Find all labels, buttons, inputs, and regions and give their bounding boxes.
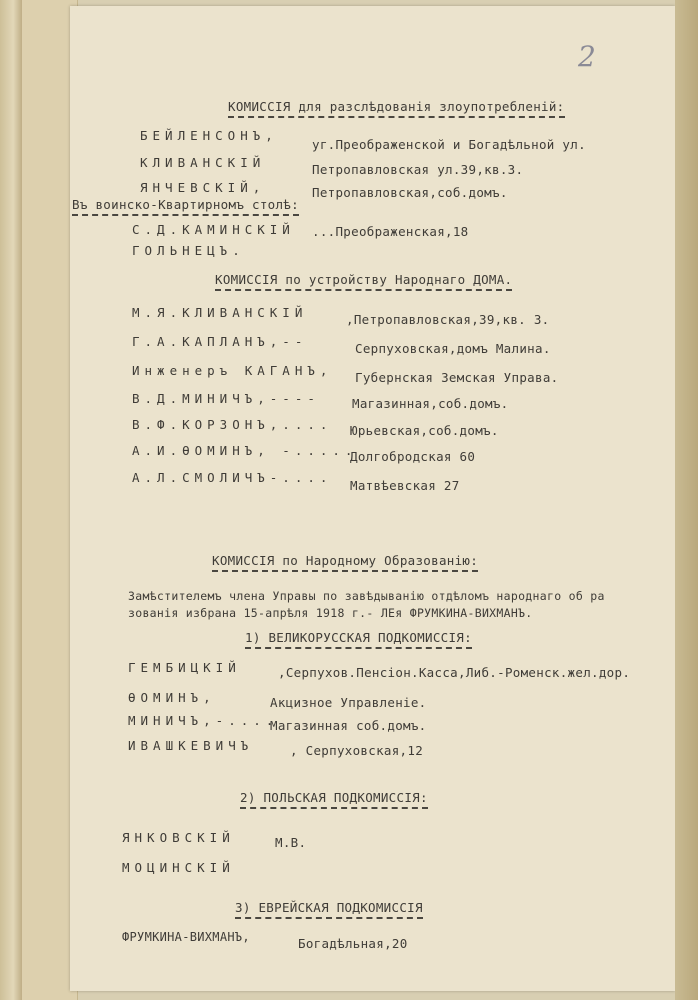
member-address: Магазинная соб.домъ. bbox=[270, 718, 427, 733]
member-address: Петропавловская ул.39,кв.3. bbox=[312, 162, 524, 177]
subsection-title-great-russian: 1) ВЕЛИКОРУССКАЯ ПОДКОМИССIЯ: bbox=[245, 630, 472, 649]
member-name: М.Я.КЛИВАНСКIЙ bbox=[132, 305, 308, 320]
member-address: Матвѣевская 27 bbox=[350, 478, 460, 493]
member-address: уг.Преображенской и Богадѣльной ул. bbox=[312, 137, 586, 152]
member-name: МИНИЧЪ,-.... bbox=[128, 713, 279, 728]
member-name: ЯНЧЕВСКIЙ, bbox=[140, 180, 266, 195]
member-name: ЯНКОВСКIЙ bbox=[122, 830, 235, 845]
member-name: КЛИВАНСКIЙ bbox=[140, 155, 266, 170]
member-name: В.Ф.КОРЗОНЪ,.... bbox=[132, 417, 333, 432]
member-name: ГЕМБИЦКIЙ bbox=[128, 660, 241, 675]
section-title-education: КОМИССIЯ по Народному Образованію: bbox=[212, 553, 478, 572]
member-address: Юрьевская,соб.домъ. bbox=[350, 423, 499, 438]
member-name: С.Д.КАМИНСКIЙ bbox=[132, 222, 295, 237]
member-name: Г.А.КАПЛАНЪ,-- bbox=[132, 334, 308, 349]
member-address: Долгобродская 60 bbox=[350, 449, 476, 464]
section-title-peoples-house: КОМИССIЯ по устройству Народнаго ДОМА. bbox=[215, 272, 512, 291]
member-address: Магазинная,соб.домъ. bbox=[352, 396, 509, 411]
subsection-title-quarters: Въ воинско-Квартирномъ столѣ: bbox=[72, 197, 299, 216]
member-name: ИВАШКЕВИЧЪ bbox=[128, 738, 254, 753]
member-address: Богадѣльная,20 bbox=[298, 936, 408, 951]
member-name: Инженеръ КАГАНЪ, bbox=[132, 363, 333, 378]
note-line-2: зованія избрана 15-апрѣля 1918 г.- ЛЕя ФРУМКИНА-ВИХМАНЪ. bbox=[128, 606, 533, 620]
member-address: Губернская Земская Управа. bbox=[355, 370, 559, 385]
member-name: А.Л.СМОЛИЧЪ-.... bbox=[132, 470, 333, 485]
member-name: В.Д.МИНИЧЪ,---- bbox=[132, 391, 320, 406]
subsection-title-polish: 2) ПОЛЬСКАЯ ПОДКОМИССIЯ: bbox=[240, 790, 428, 809]
member-name: ѲОМИНЪ, bbox=[128, 690, 216, 705]
member-address: ,Серпухов.Пенсiон.Касса,Либ.-Роменск.жел.дор. bbox=[278, 665, 631, 680]
member-name: МОЦИНСКIЙ bbox=[122, 860, 235, 875]
member-address: , Серпуховская,12 bbox=[290, 743, 424, 758]
member-name: ФРУМКИНА-ВИХМАНЪ, bbox=[122, 930, 250, 944]
page-edge bbox=[675, 0, 698, 1000]
member-name: ГОЛЬНЕЦЪ. bbox=[132, 243, 245, 258]
member-address: ,Петропавловская,39,кв. 3. bbox=[346, 312, 550, 327]
member-name: БЕЙЛЕНСОНЪ, bbox=[140, 128, 278, 143]
page-number: 2 bbox=[578, 40, 596, 73]
section-title-abuse-commission: КОМИССIЯ для разслѣдованія злоупотребленій: bbox=[228, 99, 565, 118]
member-name: А.И.ѲОМИНЪ, -..... bbox=[132, 443, 358, 458]
member-address: Петропавловская,соб.домъ. bbox=[312, 185, 508, 200]
member-address: Серпуховская,домъ Малина. bbox=[355, 341, 551, 356]
member-address: М.В. bbox=[275, 835, 307, 850]
note-line-1: Замѣстителемъ члена Управы по завѣдыванію отдѣломъ народнаго об ра bbox=[128, 589, 605, 603]
member-address: ...Преображенская,18 bbox=[312, 224, 469, 239]
book-binding bbox=[0, 0, 22, 1000]
subsection-title-jewish: 3) ЕВРЕЙСКАЯ ПОДКОМИССIЯ bbox=[235, 900, 423, 919]
member-address: Акцизное Управленіе. bbox=[270, 695, 427, 710]
